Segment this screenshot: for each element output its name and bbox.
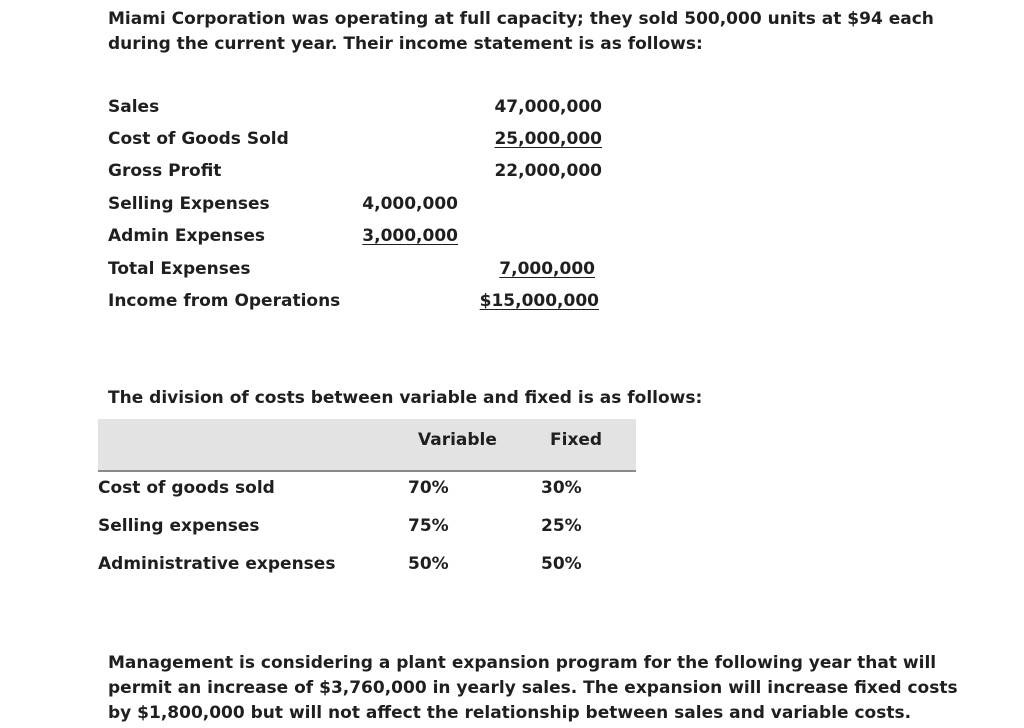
gross-profit-label: Gross Profit: [108, 161, 222, 181]
sales-label: Sales: [108, 97, 160, 117]
sales-row: [108, 97, 708, 121]
cost-row-variable: 70%: [408, 478, 449, 498]
intro-paragraph: Miami Corporation was operating at full capacity; they sold 500,000 units at $94 each during the current year. Their income statement is as follows:: [108, 9, 934, 54]
admin-expenses-amount: 3,000,000: [362, 226, 458, 246]
cost-table-header: [98, 419, 636, 472]
income-from-operations-row: [108, 291, 708, 315]
income-from-operations-label: Income from Operations: [108, 291, 341, 311]
variable-header: Variable: [418, 430, 497, 450]
fixed-header: Fixed: [550, 430, 603, 450]
selling-expenses-label: Selling Expenses: [108, 194, 270, 214]
cogs-label: Cost of Goods Sold: [108, 129, 289, 149]
cogs-amount: 25,000,000: [494, 129, 602, 149]
table-row: [98, 516, 636, 540]
admin-expenses-label: Admin Expenses: [108, 226, 266, 246]
income-from-operations-amount: $15,000,000: [479, 291, 599, 311]
cost-row-variable: 50%: [408, 554, 449, 574]
cogs-row: [108, 129, 708, 153]
total-expenses-label: Total Expenses: [108, 259, 251, 279]
table-row: [98, 478, 636, 502]
sales-amount: 47,000,000: [494, 97, 602, 117]
total-expenses-row: [108, 259, 708, 283]
selling-expenses-amount: 4,000,000: [362, 194, 458, 214]
cost-row-fixed: 25%: [541, 516, 582, 536]
total-expenses-amount: 7,000,000: [499, 259, 595, 279]
cost-row-label: Selling expenses: [98, 516, 260, 536]
cost-row-label: Cost of goods sold: [98, 478, 275, 498]
gross-profit-row: [108, 161, 708, 185]
closing-paragraph: Management is considering a plant expansion program for the following year that will permit an increase of $3,760,000 in yearly sales. The expansion will increase fixed costs by $1,800,000 but will not affect the relationship between sales and variable costs.: [108, 653, 958, 723]
gross-profit-amount: 22,000,000: [494, 161, 602, 181]
table-row: [98, 554, 636, 578]
cost-row-label: Administrative expenses: [98, 554, 336, 574]
cost-row-fixed: 50%: [541, 554, 582, 574]
cost-row-fixed: 30%: [541, 478, 582, 498]
cost-row-variable: 75%: [408, 516, 449, 536]
cost-division-heading: The division of costs between variable and fixed is as follows:: [108, 388, 703, 408]
admin-expenses-row: [108, 226, 708, 250]
selling-expenses-row: [108, 194, 708, 218]
